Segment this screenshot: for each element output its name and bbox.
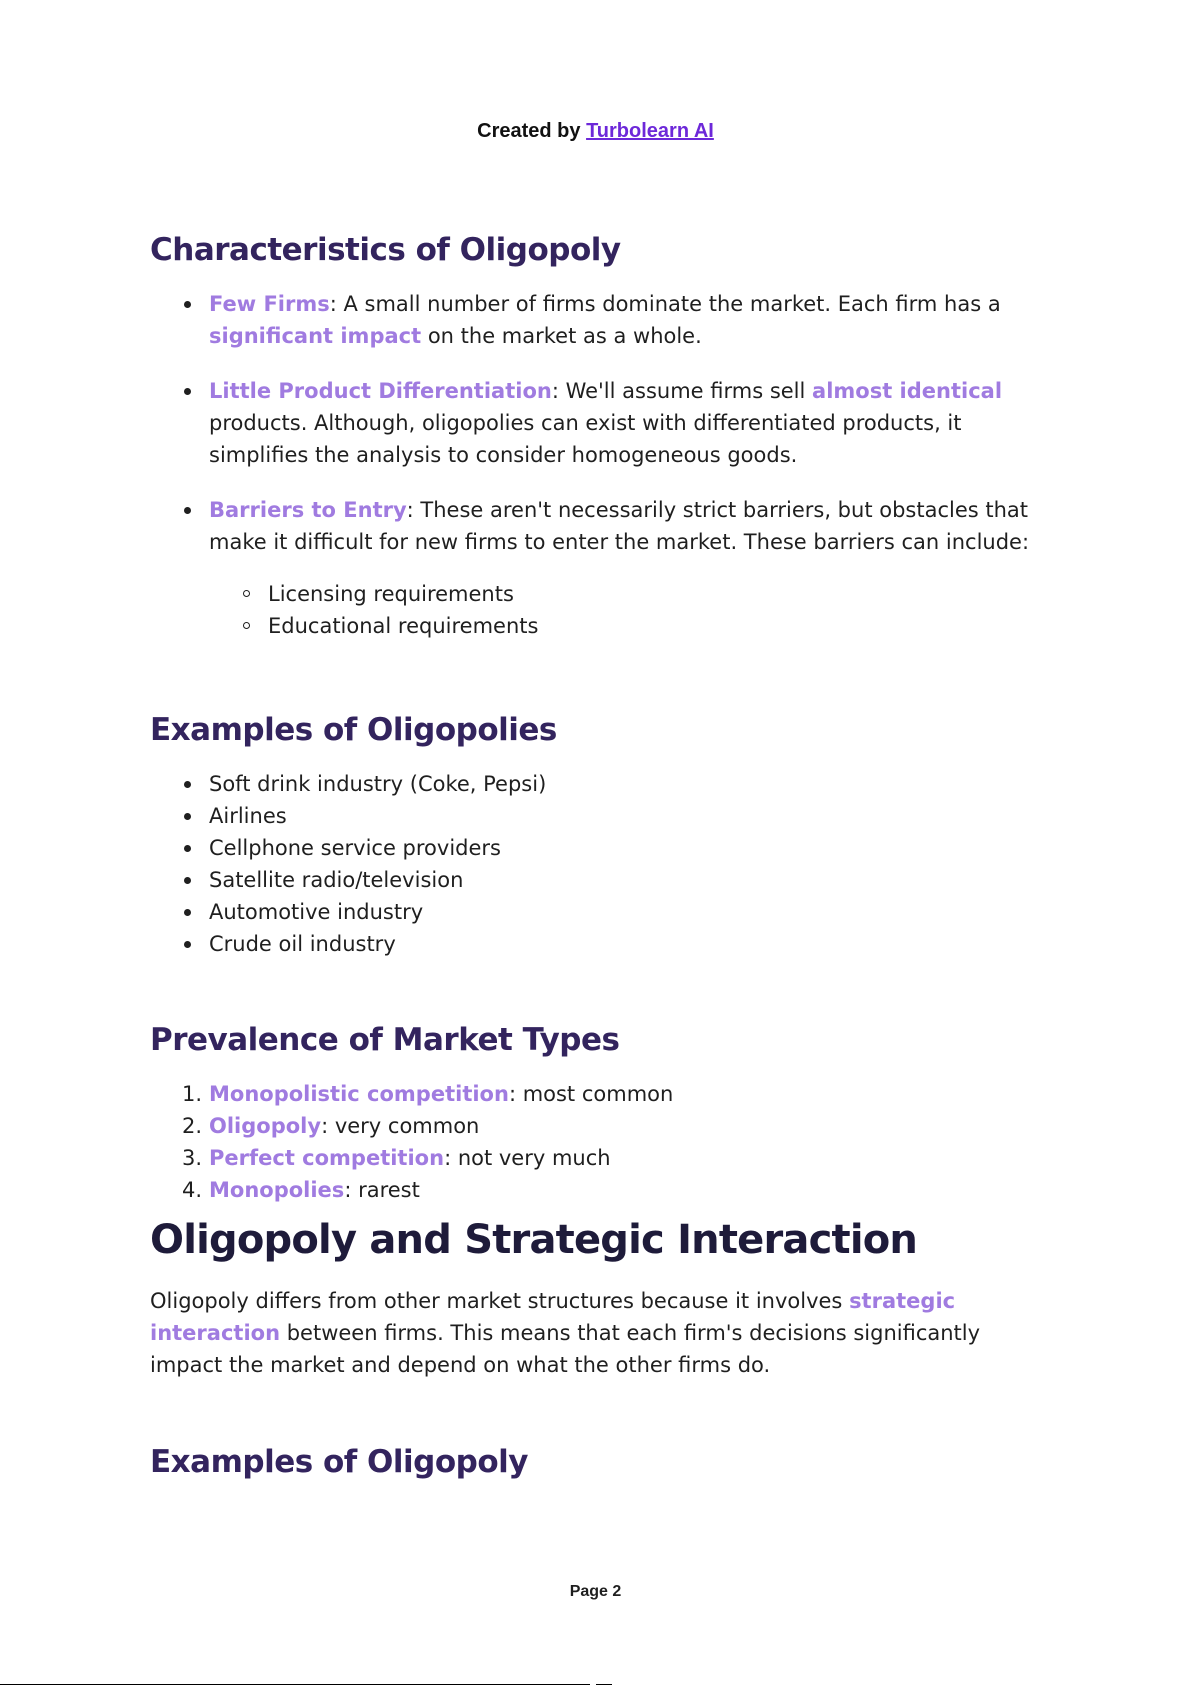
item-text: : We'll assume firms sell [551, 379, 813, 403]
list-item [150, 800, 1050, 832]
section-heading: Characteristics of Oligopoly [150, 232, 621, 268]
list-item [150, 896, 1050, 928]
prevalence-section [150, 1020, 1050, 1206]
bullet-icon [184, 507, 191, 514]
list-item [150, 768, 1050, 800]
item-text: products. Although, oligopolies can exist with differentiated products, it simplifies the analysis to consider homogeneous goods. [209, 411, 962, 467]
item-text: : not very much [444, 1146, 611, 1170]
item-text: : A small number of firms dominate the market. Each firm has a [329, 292, 1001, 316]
barriers-sublist [150, 578, 1050, 642]
section-heading: Prevalence of Market Types [150, 1022, 620, 1058]
list-item [150, 375, 1050, 471]
bullet-icon [184, 941, 191, 948]
term-highlight: Monopolies [209, 1178, 345, 1202]
list-item [150, 494, 1050, 558]
item-text: : most common [508, 1082, 674, 1106]
sub-list-item [150, 610, 1050, 642]
term-highlight: Perfect competition [209, 1146, 445, 1170]
section-heading: Examples of Oligopolies [150, 712, 557, 748]
term-highlight: Little Product Differentiation [209, 379, 552, 403]
numbered-item [150, 1142, 1050, 1174]
item-text: : very common [321, 1114, 480, 1138]
term-highlight: Few Firms [209, 292, 330, 316]
item-number: 3. [182, 1146, 203, 1170]
item-text: on the market as a whole. [421, 324, 702, 348]
item-number: 1. [182, 1082, 203, 1106]
item-number: 4. [182, 1178, 203, 1202]
strategic-section [150, 1215, 1050, 1381]
examples-oligopolies-section [150, 710, 1050, 960]
term-highlight: significant impact [209, 324, 422, 348]
numbered-item [150, 1110, 1050, 1142]
bullet-icon [184, 845, 191, 852]
bullet-icon [184, 909, 191, 916]
item-text: : rarest [344, 1178, 420, 1202]
characteristics-list [150, 288, 1050, 558]
item-text: Airlines [209, 804, 287, 828]
main-heading: Oligopoly and Strategic Interaction [150, 1217, 918, 1263]
bullet-icon [184, 388, 191, 395]
characteristics-section [150, 230, 1050, 642]
term-highlight: almost identical [812, 379, 1003, 403]
term-highlight: Monopolistic competition [209, 1082, 509, 1106]
list-item [150, 928, 1050, 960]
list-item [150, 832, 1050, 864]
item-text: Automotive industry [209, 900, 424, 924]
numbered-item [150, 1078, 1050, 1110]
circle-bullet-icon [243, 622, 250, 629]
page-number: Page 2 [569, 1583, 622, 1600]
bullet-icon [184, 301, 191, 308]
item-text: Satellite radio/television [209, 868, 464, 892]
created-by-label: Created by [477, 120, 587, 142]
bullet-icon [184, 781, 191, 788]
sub-item-text: Educational requirements [268, 614, 539, 638]
paragraph-text: between firms. This means that each firm's decisions significantly impact the market and depend on what the other firms do. [150, 1321, 981, 1377]
bullet-icon [184, 877, 191, 884]
section-heading: Examples of Oligopoly [150, 1444, 528, 1480]
item-text: Crude oil industry [209, 932, 396, 956]
term-highlight: Barriers to Entry [209, 498, 407, 522]
turbolearn-link[interactable]: Turbolearn AI [586, 120, 714, 142]
prevalence-list [150, 1078, 1050, 1206]
term-highlight: strategic interaction [150, 1289, 956, 1345]
examples-oligopoly-section [150, 1442, 1050, 1482]
list-item [150, 864, 1050, 896]
term-highlight: Oligopoly [209, 1114, 322, 1138]
circle-bullet-icon [243, 590, 250, 597]
sub-list-item [150, 578, 1050, 610]
item-text: Cellphone service providers [209, 836, 501, 860]
numbered-item [150, 1174, 1050, 1206]
item-text: Soft drink industry (Coke, Pepsi) [209, 772, 547, 796]
page-header [0, 120, 1191, 143]
examples-list [150, 768, 1050, 960]
bullet-icon [184, 813, 191, 820]
sub-item-text: Licensing requirements [268, 582, 514, 606]
paragraph-text: Oligopoly differs from other market structures because it involves [150, 1289, 850, 1313]
list-item [150, 288, 1050, 352]
item-text: : These aren't necessarily strict barriers, but obstacles that make it difficult for new firms to enter the market. These barriers can include: [209, 498, 1030, 554]
strategic-paragraph [150, 1285, 1050, 1381]
item-number: 2. [182, 1114, 203, 1138]
